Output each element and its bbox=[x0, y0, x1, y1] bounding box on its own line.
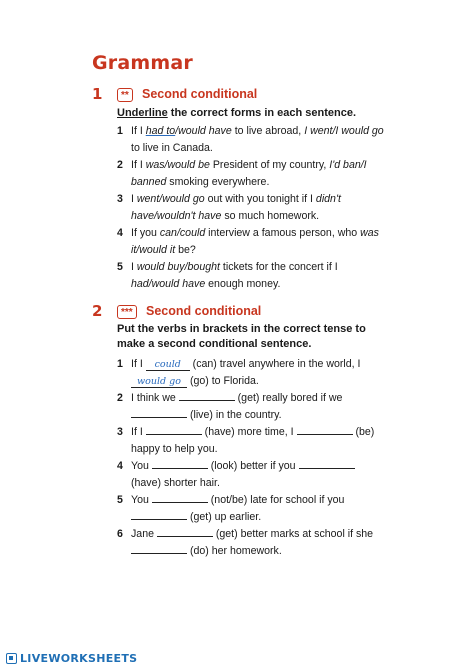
item-text: (get) up earlier. bbox=[187, 510, 262, 523]
item-text: tickets for the concert if I bbox=[219, 261, 338, 273]
item-text: (do) her homework. bbox=[187, 544, 282, 557]
item-number: 5 bbox=[117, 494, 123, 506]
item-number: 4 bbox=[117, 460, 123, 472]
answer-blank[interactable] bbox=[131, 408, 187, 418]
item-text: to live abroad, bbox=[231, 125, 305, 137]
item-text: If I bbox=[131, 358, 146, 370]
item-text: If I bbox=[131, 125, 146, 137]
item-text: I think we bbox=[131, 392, 179, 404]
item-text: (get) better marks at school if she bbox=[212, 528, 374, 540]
exercise-2-item-2 bbox=[117, 390, 387, 423]
item-number: 2 bbox=[117, 159, 123, 171]
item-text: (go) to Florida. bbox=[187, 374, 259, 387]
item-text: (look) better if you bbox=[207, 460, 299, 472]
item-text: President of my country, bbox=[209, 159, 330, 171]
item-text: If I bbox=[131, 426, 146, 438]
item-number: 2 bbox=[117, 392, 123, 404]
item-text: Jane bbox=[131, 528, 157, 540]
answer-blank[interactable] bbox=[179, 391, 235, 401]
exercise-1-item-2 bbox=[117, 157, 387, 190]
answer-blank[interactable] bbox=[297, 425, 353, 435]
option-had-to[interactable]: had to bbox=[145, 125, 176, 137]
answer-blank[interactable] bbox=[157, 527, 213, 537]
item-text: I bbox=[131, 193, 137, 205]
answer-blank[interactable] bbox=[131, 510, 187, 520]
answer-blank[interactable] bbox=[146, 425, 202, 435]
answer-blank[interactable] bbox=[299, 459, 355, 469]
footer-bar bbox=[0, 648, 474, 669]
option-can-could[interactable]: can/could bbox=[159, 227, 206, 239]
item-number: 3 bbox=[117, 193, 123, 205]
item-text: (can) travel anywhere in the world, I bbox=[189, 358, 361, 370]
exercise-2-item-3 bbox=[117, 424, 387, 457]
exercise-1-item-4 bbox=[117, 225, 387, 258]
item-text: You bbox=[131, 494, 152, 506]
section-1-difficulty-badge: ** bbox=[117, 88, 133, 102]
section-2-difficulty-badge: *** bbox=[117, 305, 137, 319]
exercise-2-item-1 bbox=[117, 356, 387, 389]
exercise-1-item-1 bbox=[117, 123, 387, 156]
exercise-1-item-3 bbox=[117, 191, 387, 224]
item-text: to live in Canada. bbox=[131, 141, 213, 154]
item-text: enough money. bbox=[205, 277, 281, 290]
exercise-2-item-6 bbox=[117, 526, 387, 559]
item-number: 3 bbox=[117, 426, 123, 438]
item-number: 4 bbox=[117, 227, 123, 239]
exercise-2-item-5 bbox=[117, 492, 387, 525]
item-text: out with you tonight if I bbox=[204, 193, 316, 205]
item-number: 1 bbox=[117, 358, 123, 370]
option-went-would-go[interactable]: went/would go bbox=[136, 193, 205, 205]
item-number: 5 bbox=[117, 261, 123, 273]
option-would-buy-bought[interactable]: would buy/bought bbox=[136, 261, 220, 273]
item-text: (have) shorter hair. bbox=[131, 476, 220, 489]
instruction-text: the correct forms in each sentence. bbox=[167, 107, 357, 119]
option-went-would-go[interactable]: I went/I would go bbox=[304, 125, 384, 137]
answer-blank[interactable] bbox=[152, 459, 208, 469]
option-was-it-would-it[interactable]: was it/would it bbox=[131, 227, 379, 256]
page-title: Grammar bbox=[92, 52, 193, 74]
item-number: 6 bbox=[117, 528, 123, 540]
section-2-title: Second conditional bbox=[146, 304, 262, 318]
section-2-number: 2 bbox=[92, 302, 103, 320]
section-1-number: 1 bbox=[92, 85, 103, 103]
item-text: (not/be) late for school if you bbox=[207, 494, 345, 506]
item-text: so much homework. bbox=[221, 209, 320, 222]
option-was-would-be[interactable]: was/would be bbox=[145, 159, 210, 171]
option-ban-banned[interactable]: I'd ban/I banned bbox=[131, 159, 367, 188]
item-number: 1 bbox=[117, 125, 123, 137]
item-text: You bbox=[131, 460, 152, 472]
item-text: be? bbox=[175, 243, 196, 256]
answer-blank[interactable] bbox=[131, 544, 187, 554]
option-didnt-have-wouldnt-have[interactable]: didn't have/wouldn't have bbox=[131, 193, 341, 222]
item-text: smoking everywhere. bbox=[166, 175, 270, 188]
item-text: (live) in the country. bbox=[187, 408, 282, 421]
option-would-have[interactable]: would have bbox=[178, 125, 232, 137]
liveworksheets-logo-icon bbox=[6, 653, 17, 664]
item-text: interview a famous person, who bbox=[205, 227, 361, 239]
item-text: (get) really bored if we bbox=[234, 392, 343, 404]
item-text: (have) more time, I bbox=[201, 426, 297, 438]
option-separator: / bbox=[175, 125, 179, 137]
item-text: If you bbox=[131, 227, 160, 239]
footer-brand[interactable]: LIVEWORKSHEETS bbox=[20, 652, 138, 665]
option-had-would-have[interactable]: had/would have bbox=[131, 277, 206, 290]
exercise-2-item-4 bbox=[117, 458, 387, 491]
item-text: (be) happy to help you. bbox=[131, 426, 375, 455]
answer-field-would-go[interactable]: would go bbox=[131, 376, 187, 388]
answer-field-could[interactable]: could bbox=[146, 359, 190, 371]
item-text: If I bbox=[131, 159, 146, 171]
section-2-instruction: Put the verbs in brackets in the correct tense to make a second conditional sentence. bbox=[117, 323, 366, 350]
exercise-1-item-5 bbox=[117, 259, 387, 292]
section-1-title: Second conditional bbox=[142, 87, 258, 101]
answer-blank[interactable] bbox=[152, 493, 208, 503]
item-text: I bbox=[131, 261, 137, 273]
instruction-underlined-word: Underline bbox=[117, 107, 168, 119]
section-1-instruction bbox=[117, 106, 377, 121]
